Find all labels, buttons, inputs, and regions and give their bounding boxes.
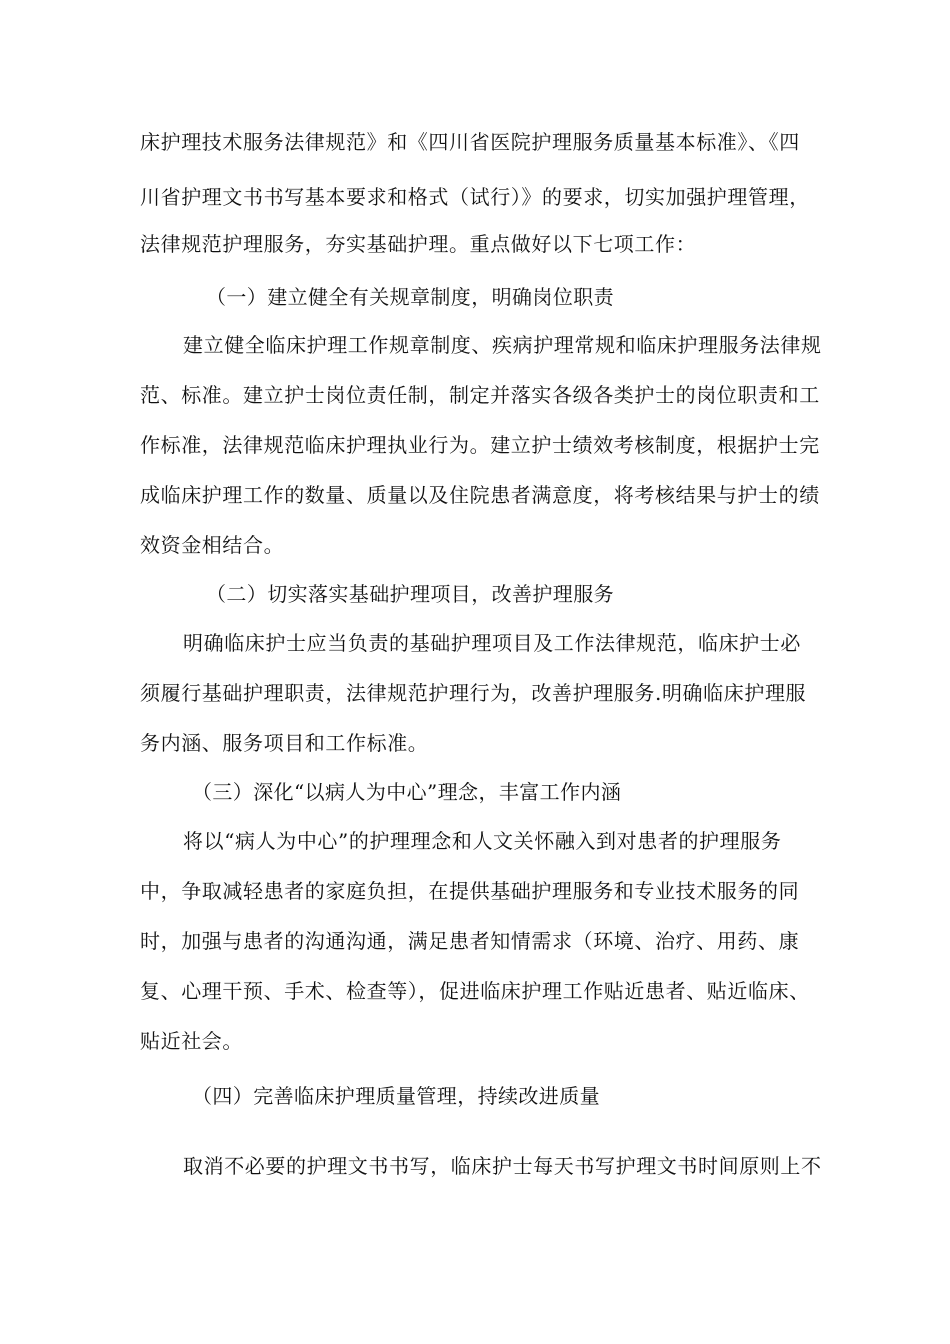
paragraph-line: 时，加强与患者的沟通沟通，满足患者知情需求（环境、治疗、用药、康 (140, 929, 800, 953)
paragraph-line: 须履行基础护理职责，法律规范护理行为，改善护理服务.明确临床护理服 (140, 681, 807, 705)
section-heading-4: （四）完善临床护理质量管理，持续改进质量 (192, 1084, 600, 1108)
paragraph-line: 将以“病人为中心”的护理理念和人文关怀融入到对患者的护理服务 (183, 829, 782, 853)
paragraph-line: 复、心理干预、手术、检查等），促进临床护理工作贴近患者、贴近临床、 (140, 979, 810, 1003)
paragraph-line: 床护理技术服务法律规范》和《四川省医院护理服务质量基本标准》、《四 (140, 130, 800, 154)
paragraph-line: 中，争取减轻患者的家庭负担，在提供基础护理服务和专业技术服务的同 (140, 879, 800, 903)
paragraph-line: 范、标准。建立护士岗位责任制，制定并落实各级各类护士的岗位职责和工 (140, 383, 820, 407)
paragraph-line: 贴近社会。 (140, 1029, 243, 1053)
section-heading-3: （三）深化“以病人为中心”理念，丰富工作内涵 (192, 780, 622, 804)
paragraph-line: 明确临床护士应当负责的基础护理项目及工作法律规范，临床护士必 (183, 631, 801, 655)
paragraph-line: 建立健全临床护理工作规章制度、疾病护理常规和临床护理服务法律规 (183, 333, 822, 357)
paragraph-line: 取消不必要的护理文书书写，临床护士每天书写护理文书时间原则上不 (183, 1154, 822, 1178)
section-heading-1: （一）建立健全有关规章制度，明确岗位职责 (206, 285, 614, 309)
paragraph-line: 效资金相结合。 (140, 533, 285, 557)
paragraph-line: 成临床护理工作的数量、质量以及住院患者满意度，将考核结果与护士的绩 (140, 483, 820, 507)
section-heading-2: （二）切实落实基础护理项目，改善护理服务 (206, 582, 614, 606)
paragraph-line: 川省护理文书书写基本要求和格式（试行）》的要求，切实加强护理管理， (140, 185, 810, 209)
paragraph-line: 法律规范护理服务，夯实基础护理。重点做好以下七项工作： (140, 232, 697, 256)
paragraph-line: 务内涵、服务项目和工作标准。 (140, 731, 429, 755)
paragraph-line: 作标准，法律规范临床护理执业行为。建立护士绩效考核制度，根据护士完 (140, 433, 820, 457)
